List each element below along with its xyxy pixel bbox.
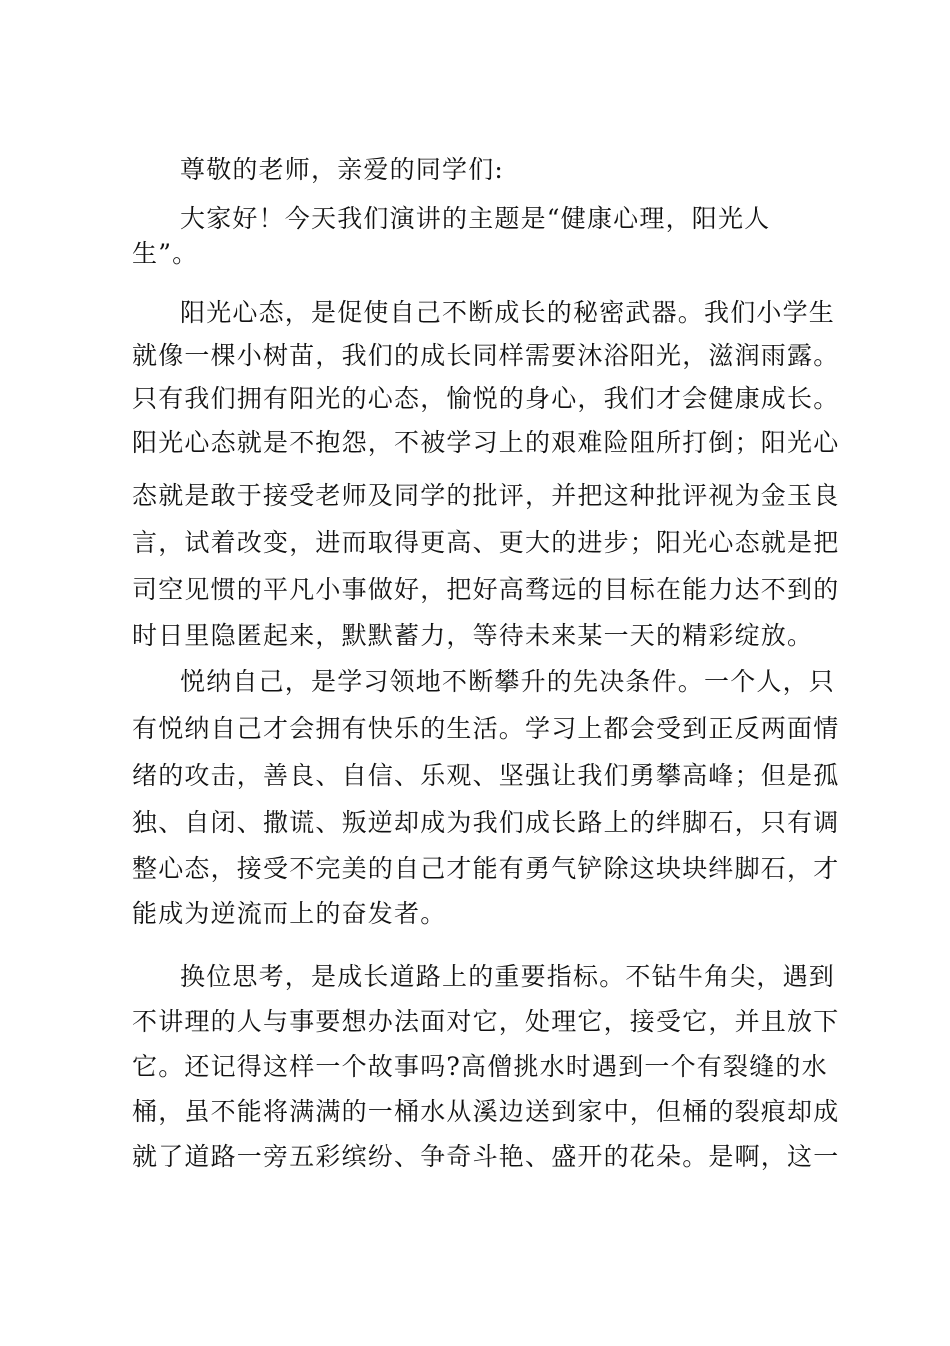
paragraph-2-line: 司空见惯的平凡小事做好，把好高骛远的目标在能力达不到的 xyxy=(132,575,840,604)
paragraph-4-line: 就了道路一旁五彩缤纷、争奇斗艳、盛开的花朵。是啊，这一 xyxy=(132,1142,840,1171)
paragraph-2-line: 就像一棵小树苗，我们的成长同样需要沐浴阳光，滋润雨露。 xyxy=(132,341,840,370)
paragraph-3-line: 独、自闭、撒谎、叛逆却成为我们成长路上的绊脚石，只有调 xyxy=(132,808,840,837)
paragraph-3-line: 绪的攻击，善良、自信、乐观、坚强让我们勇攀高峰；但是孤 xyxy=(132,761,840,790)
paragraph-3-line: 有悦纳自己才会拥有快乐的生活。学习上都会受到正反两面情 xyxy=(132,714,840,743)
paragraph-3-line: 悦纳自己，是学习领地不断攀升的先决条件。一个人，只 xyxy=(180,667,836,696)
paragraph-4-line: 桶，虽不能将满满的一桶水从溪边送到家中，但桶的裂痕却成 xyxy=(132,1097,840,1126)
paragraph-2-line: 言，试着改变，进而取得更高、更大的进步；阳光心态就是把 xyxy=(132,528,840,557)
paragraph-1-line: 生”。 xyxy=(132,239,199,268)
paragraph-4-line: 它。还记得这样一个故事吗?高僧挑水时遇到一个有裂缝的水 xyxy=(132,1052,828,1081)
paragraph-2-line: 时日里隐匿起来，默默蓄力，等待未来某一天的精彩绽放。 xyxy=(132,621,814,650)
paragraph-4-line: 换位思考，是成长道路上的重要指标。不钻牛角尖，遇到 xyxy=(180,962,836,991)
paragraph-2-line: 阳光心态就是不抱怨，不被学习上的艰难险阻所打倒；阳光心 xyxy=(132,428,840,457)
paragraph-2-line: 只有我们拥有阳光的心态，愉悦的身心，我们才会健康成长。 xyxy=(132,384,840,413)
greeting-line: 尊敬的老师，亲爱的同学们: xyxy=(180,155,505,184)
paragraph-1-line: 大家好！今天我们演讲的主题是“健康心理，阳光人 xyxy=(180,204,771,233)
paragraph-3-line: 能成为逆流而上的奋发者。 xyxy=(132,899,447,928)
paragraph-2-line: 阳光心态，是促使自己不断成长的秘密武器。我们小学生 xyxy=(180,298,836,327)
paragraph-3-line: 整心态，接受不完美的自己才能有勇气铲除这块块绊脚石，才 xyxy=(132,854,840,883)
paragraph-4-line: 不讲理的人与事要想办法面对它，处理它，接受它，并且放下 xyxy=(132,1007,840,1036)
paragraph-2-line: 态就是敢于接受老师及同学的批评，并把这种批评视为金玉良 xyxy=(132,481,840,510)
